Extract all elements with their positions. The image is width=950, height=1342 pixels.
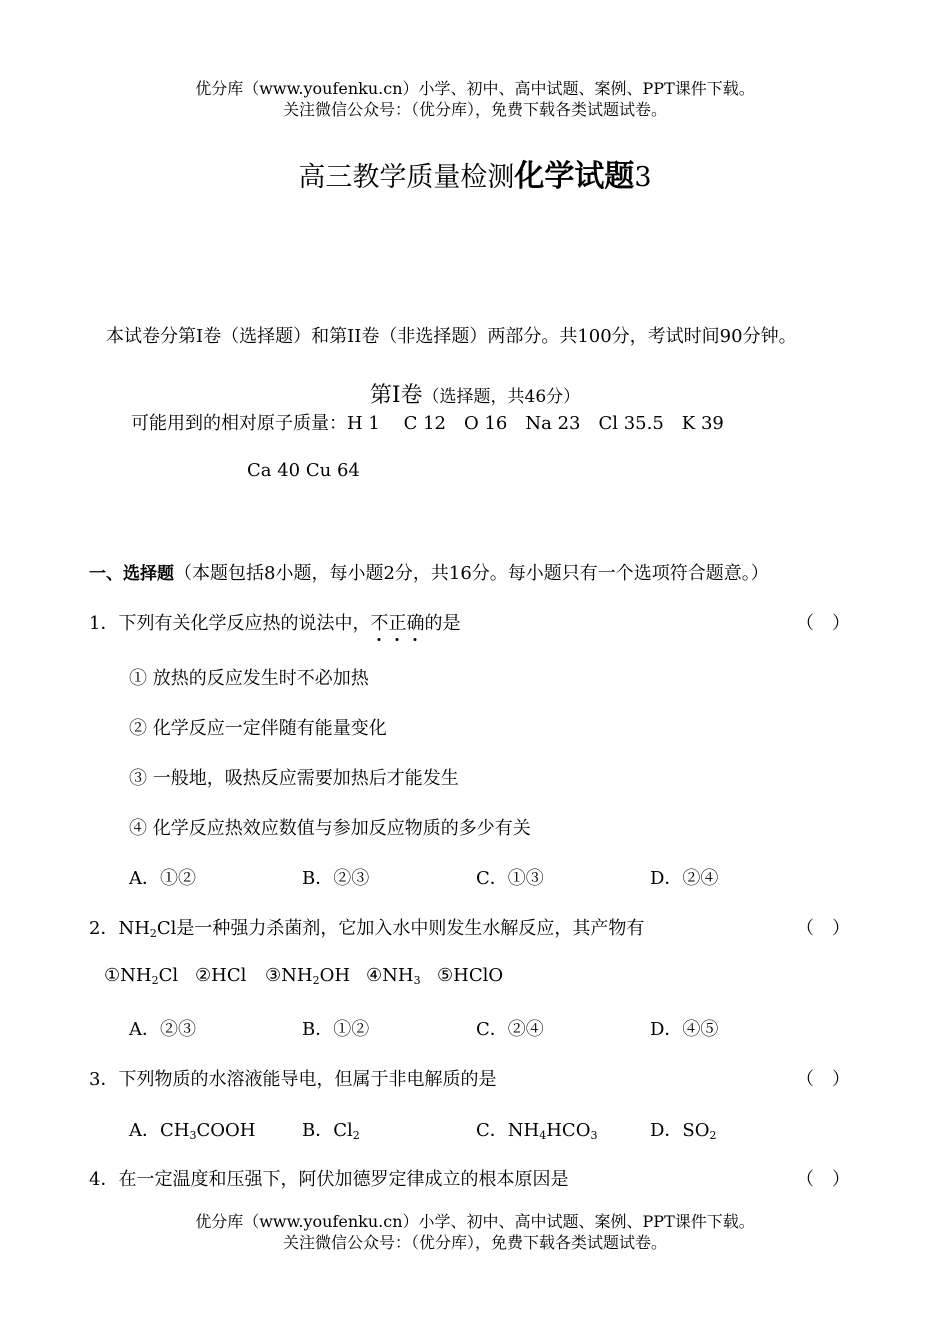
q3-option-a-tail: COOH [196,1120,256,1141]
q1-option-a: A．①② [129,868,196,889]
q1-option-d: D．②④ [650,868,719,889]
q1-emphasis [370,609,424,635]
q3-option-d [650,1116,717,1142]
q3-option-c [476,1116,597,1142]
q1-option-b: B．②③ [302,868,370,889]
q3-option-c-sub: 4 [539,1129,547,1142]
q2-product-4-sub: 3 [413,974,421,987]
page-title [0,158,950,197]
q3-option-a [129,1116,255,1142]
section-note: （本题包括8小题，每小题2分，共16分。每小题只有一个选项符合题意。） [174,563,769,584]
q2-stem-sub: 2 [149,927,157,940]
atomic-mass-line-1: 可能用到的相对原子质量：H 1 C 12 O 16 Na 23 Cl 35.5 K 39 [131,413,724,434]
q4-number: 4． [89,1169,119,1190]
q3-answer-blank: （ ） [796,1069,850,1090]
atomic-mass-line-2: Ca 40 Cu 64 [247,460,360,481]
q2-number: 2． [89,918,119,939]
q2-product-1-text: ①NH [104,965,152,986]
q3-stem: 下列物质的水溶液能导电，但属于非电解质的是 [118,1069,497,1090]
footer-line-2: 关注微信公众号：（优分库），免费下载各类试题试卷。 [282,1233,667,1252]
q3-option-d-sub: 2 [709,1129,717,1142]
q2-stem-post: Cl是一种强力杀菌剂，它加入水中则发生水解反应，其产物有 [156,918,645,939]
q2-product-1-tail: Cl [158,965,179,986]
title-suffix: 3 [634,162,652,193]
q2-product-3-tail: OH [319,965,351,986]
q2-product-1 [104,965,178,986]
header-line-2: 关注微信公众号：（优分库），免费下载各类试题试卷。 [282,100,667,119]
q3-option-b-sub: 2 [352,1129,360,1142]
q1-item: ② 化学反应一定伴随有能量变化 [129,718,387,739]
q1-option-c: C．①③ [476,868,544,889]
q1-emph-char: 确 [406,613,425,634]
q3-option-a-sub: 3 [189,1129,197,1142]
q1-item: ① 放热的反应发生时不必加热 [129,668,369,689]
q4-stem: 在一定温度和压强下，阿伏加德罗定律成立的根本原因是 [118,1169,569,1190]
q2-product-3 [265,965,350,986]
q1-stem-post: 的是 [424,613,461,634]
q2-product-2: ②HCl [195,965,247,986]
question-4 [89,1165,568,1191]
q3-option-d-text: D．SO [650,1120,710,1141]
q3-option-c-text: C．NH [476,1120,540,1141]
title-prefix: 高三教学质量检测 [298,162,515,193]
q2-option-d: D．④⑤ [650,1019,719,1040]
q1-answer-blank: （ ） [796,613,850,634]
q2-stem-pre: NH [118,918,150,939]
q3-number: 3． [89,1069,119,1090]
volume-label: 第Ⅰ卷 [369,383,423,408]
q2-product-4 [366,965,421,986]
exam-intro: 本试卷分第I卷（选择题）和第II卷（非选择题）两部分。共100分，考试时间90分钟。 [106,326,797,347]
q2-option-b: B．①② [302,1019,370,1040]
q2-product-1-sub: 2 [151,974,159,987]
q2-answer-blank: （ ） [796,918,850,939]
section-title: 一、选择题 [89,564,174,584]
footer-line-1: 优分库（www.youfenku.cn）小学、初中、高中试题、案例、PPT课件下载。 [195,1212,755,1231]
q1-emph-char: 不 [370,613,389,634]
volume-note: （选择题，共46分） [422,387,581,407]
q1-emph-char: 正 [388,613,407,634]
q1-number: 1． [89,613,119,634]
question-1 [89,609,460,635]
q2-product-3-text: ③NH [265,965,313,986]
header-line-1: 优分库（www.youfenku.cn）小学、初中、高中试题、案例、PPT课件下载。 [195,79,755,98]
q3-option-b-text: B．Cl [302,1120,353,1141]
q2-product-4-text: ④NH [366,965,414,986]
q3-option-c-mid: HCO [546,1120,591,1141]
q4-answer-blank: （ ） [796,1169,850,1190]
q1-item: ③ 一般地，吸热反应需要加热后才能发生 [129,768,459,789]
q3-option-a-text: A．CH [129,1120,190,1141]
q2-option-c: C．②④ [476,1019,544,1040]
q1-item: ④ 化学反应热效应数值与参加反应物质的多少有关 [129,818,531,839]
q1-stem-pre: 下列有关化学反应热的说法中， [118,613,371,634]
question-3 [89,1065,496,1091]
q3-option-c-sub2: 3 [590,1129,598,1142]
q2-product-3-sub: 2 [312,974,320,987]
q2-product-5: ⑤HClO [437,965,504,986]
q2-option-a: A．②③ [129,1019,196,1040]
title-bold: 化学试题 [514,159,635,194]
volume-heading [0,378,950,409]
q3-option-b [302,1116,360,1142]
section-heading [89,559,769,585]
question-2 [89,914,644,940]
